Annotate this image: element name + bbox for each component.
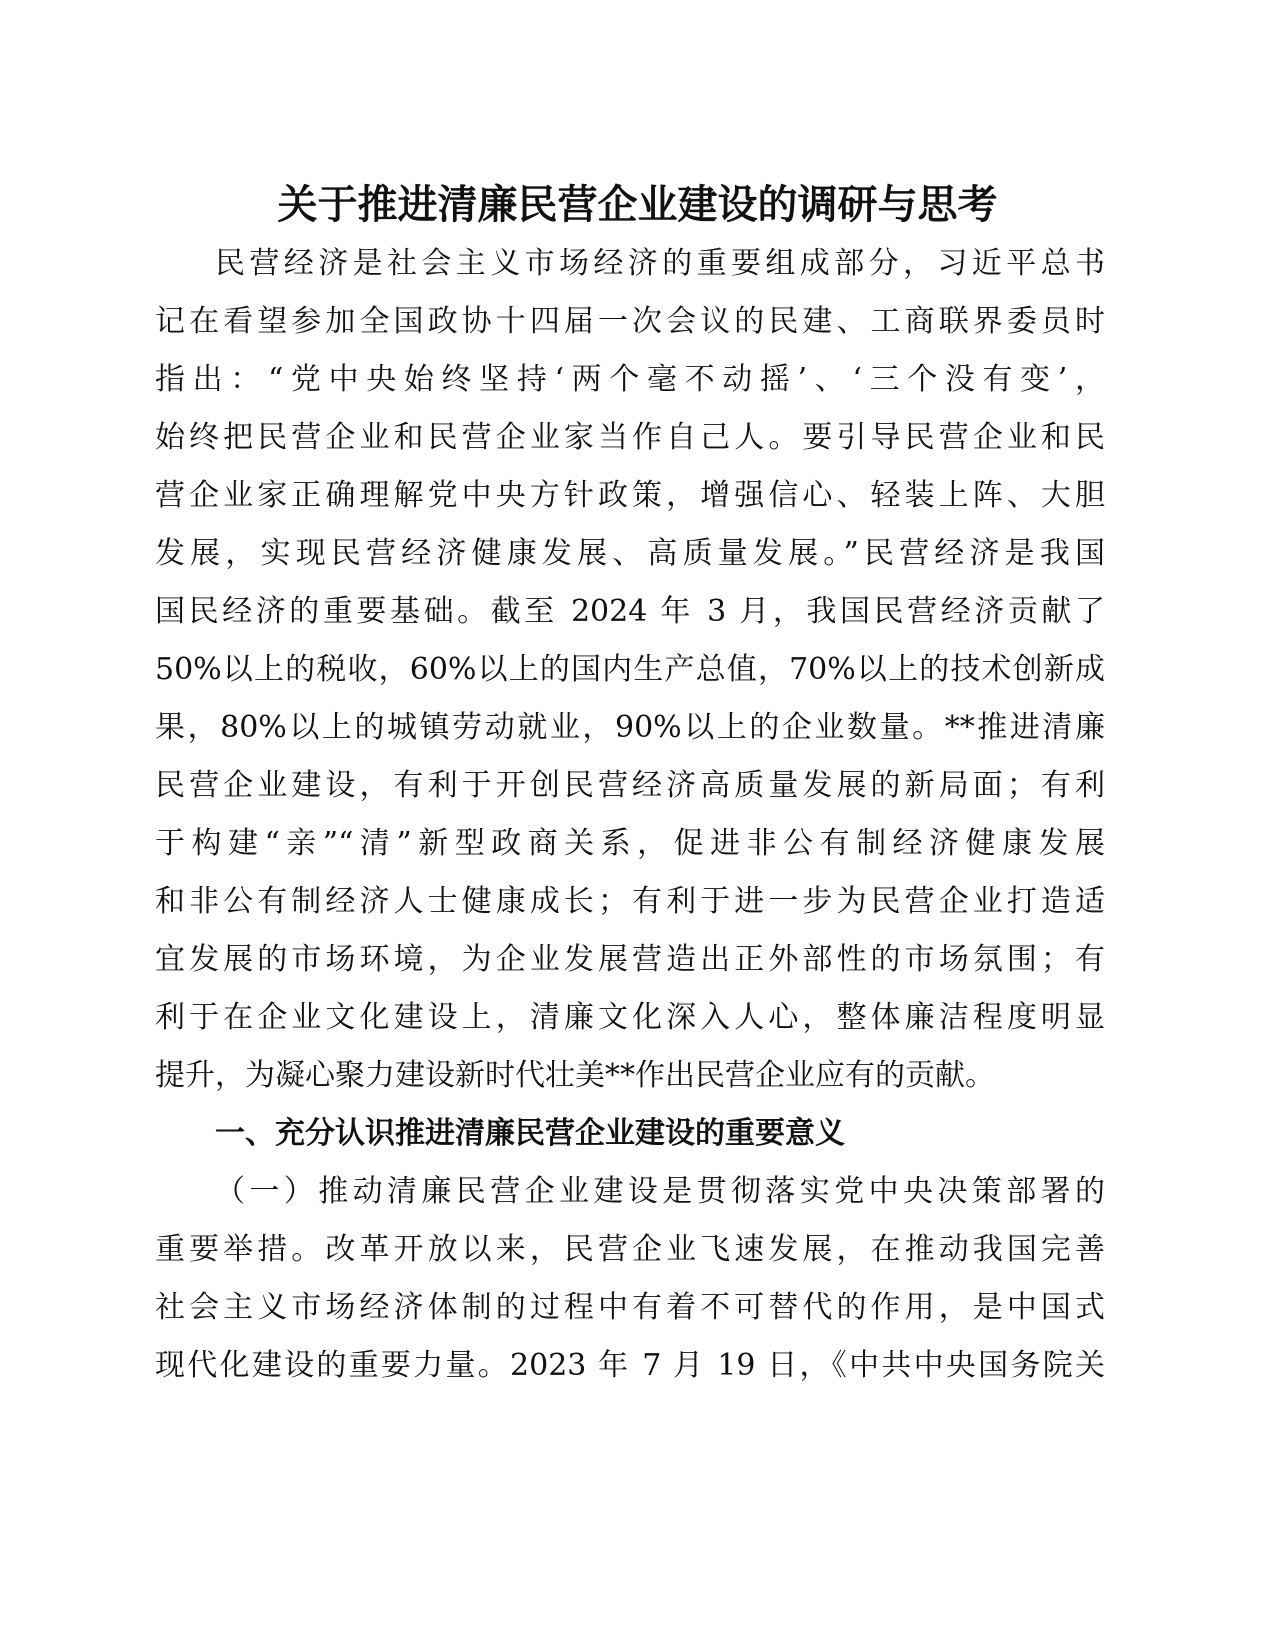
intro-line: 民营经济是社会主义市场经济的重要组成部分，习近平总书: [215, 246, 1105, 281]
intro-line: 果，80%以上的城镇劳动就业，90%以上的企业数量。**推进清廉: [155, 710, 1105, 745]
intro-line: 提升，为凝心聚力建设新时代壮美**作出民营企业应有的贡献。: [155, 1058, 995, 1093]
intro-line: 利于在企业文化建设上，清廉文化深入人心，整体廉洁程度明显: [155, 1000, 1105, 1035]
intro-line: 始终把民营企业和民营企业家当作自己人。要引导民营企业和民: [155, 420, 1105, 455]
subsection-line: （一）推动清廉民营企业建设是贯彻落实党中央决策部署的: [215, 1174, 1105, 1209]
intro-line: 营企业家正确理解党中央方针政策，增强信心、轻装上阵、大胆: [155, 478, 1105, 513]
intro-line: 记在看望参加全国政协十四届一次会议的民建、工商联界委员时: [155, 304, 1105, 339]
intro-line: 和非公有制经济人士健康成长；有利于进一步为民营企业打造适: [155, 884, 1105, 919]
document-title: 关于推进清廉民营企业建设的调研与思考: [277, 181, 998, 228]
intro-line: 50%以上的税收，60%以上的国内生产总值，70%以上的技术创新成: [155, 652, 1105, 687]
intro-line: 民营企业建设，有利于开创民营经济高质量发展的新局面；有利: [155, 768, 1105, 803]
subsection-line: 重要举措。改革开放以来，民营企业飞速发展，在推动我国完善: [155, 1232, 1105, 1267]
intro-line: 指出：“党中央始终坚持‘两个毫不动摇’、‘三个没有变’，: [155, 362, 1105, 397]
intro-line: 国民经济的重要基础。截至 2024 年 3 月，我国民营经济贡献了: [155, 594, 1105, 629]
section-heading: 一、充分认识推进清廉民营企业建设的重要意义: [215, 1116, 845, 1151]
intro-line: 宜发展的市场环境，为企业发展营造出正外部性的市场氛围；有: [155, 942, 1105, 977]
subsection-line: 现代化建设的重要力量。2023 年 7 月 19 日，《中共中央国务院关: [155, 1348, 1105, 1383]
subsection-line: 社会主义市场经济体制的过程中有着不可替代的作用，是中国式: [155, 1290, 1105, 1325]
intro-line: 于构建“亲”“清”新型政商关系，促进非公有制经济健康发展: [155, 826, 1105, 861]
intro-line: 发展，实现民营经济健康发展、高质量发展。”民营经济是我国: [155, 536, 1105, 571]
